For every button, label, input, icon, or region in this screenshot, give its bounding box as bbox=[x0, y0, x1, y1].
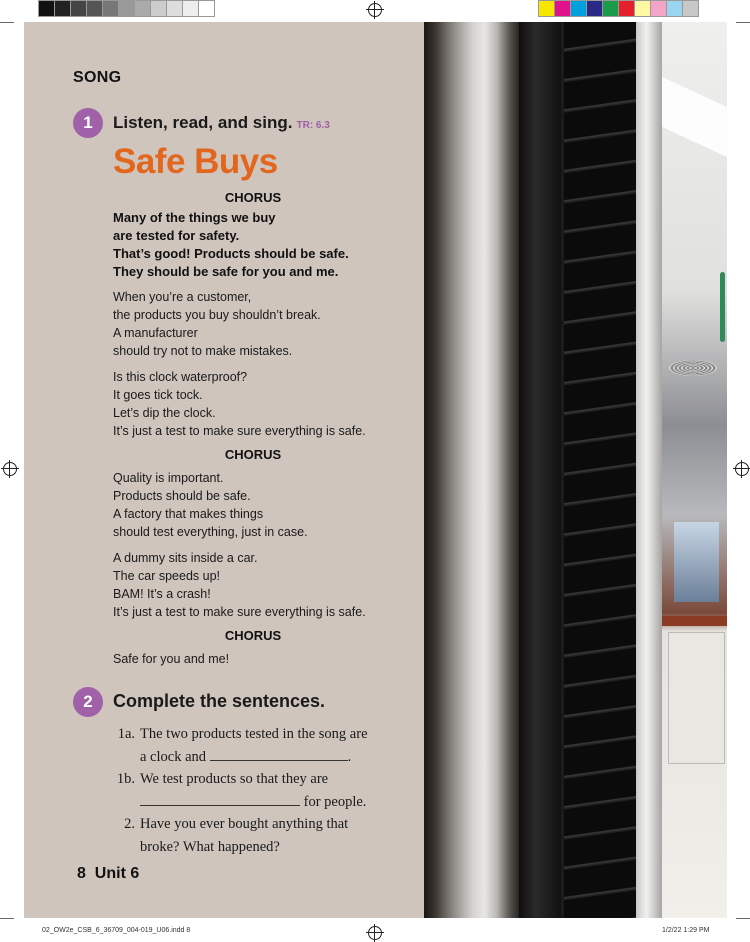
activity-1-badge: 1 bbox=[73, 108, 103, 138]
chorus-label: CHORUS bbox=[224, 190, 282, 205]
verse-line: should try not to make mistakes. bbox=[113, 344, 293, 358]
verse-line: Is this clock waterproof? bbox=[113, 370, 248, 384]
verse-line: Quality is important. bbox=[113, 471, 224, 485]
item-text: Have you ever bought anything that bbox=[140, 816, 349, 832]
verse-line: Let’s dip the clock. bbox=[113, 406, 216, 420]
verse-line: It’s just a test to make sure everything is safe. bbox=[113, 605, 366, 619]
verse-4 bbox=[113, 549, 366, 621]
page-footer bbox=[77, 865, 139, 883]
verse-line: It goes tick tock. bbox=[113, 388, 203, 402]
verse-line: It’s just a test to make sure everything is safe. bbox=[113, 424, 366, 438]
chorus-line: are tested for safety. bbox=[113, 228, 240, 243]
chorus-line: Many of the things we buy bbox=[113, 210, 276, 225]
print-slug-date: 1/2/22 1:29 PM bbox=[662, 927, 710, 934]
grayscale-bar bbox=[38, 0, 215, 17]
item-text: We test products so that they are bbox=[140, 771, 329, 787]
verse-2 bbox=[113, 368, 366, 440]
door-photo bbox=[424, 22, 727, 918]
activity-1-title bbox=[113, 113, 330, 133]
item-text: broke? What happened? bbox=[140, 838, 280, 855]
verse-1 bbox=[113, 288, 321, 360]
chorus-line: They should be safe for you and me. bbox=[113, 264, 339, 279]
section-label: SONG bbox=[73, 69, 122, 86]
answer-blank-1a[interactable] bbox=[210, 746, 348, 761]
print-slug-file: 02_OW2e_CSB_6_36709_004-019_U06.indd 8 bbox=[42, 927, 191, 934]
activity-2-badge: 2 bbox=[73, 687, 103, 717]
chorus-label: CHORUS bbox=[224, 628, 282, 643]
exercise-item-1a: 1a. The two products tested in the song are a clock and . bbox=[113, 723, 398, 768]
registration-mark-right bbox=[735, 462, 749, 476]
song-ending: Safe for you and me! bbox=[113, 652, 230, 666]
item-number: 2. bbox=[124, 816, 135, 832]
activity-2-title: Complete the sentences. bbox=[113, 691, 326, 711]
item-text: The two products tested in the song are bbox=[140, 726, 368, 742]
chorus-line: That’s good! Products should be safe. bbox=[113, 246, 349, 261]
verse-line: A dummy sits inside a car. bbox=[113, 551, 258, 565]
verse-line: BAM! It’s a crash! bbox=[113, 587, 211, 601]
registration-mark-top bbox=[368, 3, 382, 17]
registration-mark-bottom bbox=[368, 926, 382, 940]
verse-line: A factory that makes things bbox=[113, 507, 264, 521]
chorus-text bbox=[113, 209, 349, 281]
exercise-item-2 bbox=[113, 813, 398, 858]
trim-mark bbox=[0, 918, 14, 919]
exercise-item-1b bbox=[113, 768, 398, 813]
color-bar bbox=[538, 0, 699, 17]
trim-mark bbox=[736, 22, 750, 23]
page-number: 8 bbox=[77, 865, 86, 882]
item-number: 1b. bbox=[116, 771, 135, 787]
answer-blank-1b[interactable] bbox=[140, 791, 300, 806]
textbook-page bbox=[24, 22, 727, 918]
verse-line: The car speeds up! bbox=[113, 569, 221, 583]
verse-line: the products you buy shouldn’t break. bbox=[113, 308, 321, 322]
item-number: 1a. bbox=[117, 726, 135, 742]
track-number: TR: 6.3 bbox=[296, 120, 330, 131]
verse-line: Products should be safe. bbox=[113, 489, 251, 503]
item-text: a clock and bbox=[140, 748, 207, 765]
unit-label: Unit 6 bbox=[94, 865, 140, 882]
song-title: Safe Buys bbox=[113, 142, 278, 181]
item-text: for people. bbox=[303, 793, 367, 810]
activity-1-instruction: Listen, read, and sing. bbox=[113, 113, 293, 132]
verse-3 bbox=[113, 469, 308, 541]
registration-mark-left bbox=[3, 462, 17, 476]
verse-line: When you’re a customer, bbox=[113, 290, 252, 304]
trim-mark bbox=[0, 22, 14, 23]
verse-line: should test everything, just in case. bbox=[113, 525, 308, 539]
verse-line: A manufacturer bbox=[113, 326, 198, 340]
chorus-label: CHORUS bbox=[224, 447, 282, 462]
trim-mark bbox=[736, 918, 750, 919]
exercise-list bbox=[113, 723, 398, 858]
